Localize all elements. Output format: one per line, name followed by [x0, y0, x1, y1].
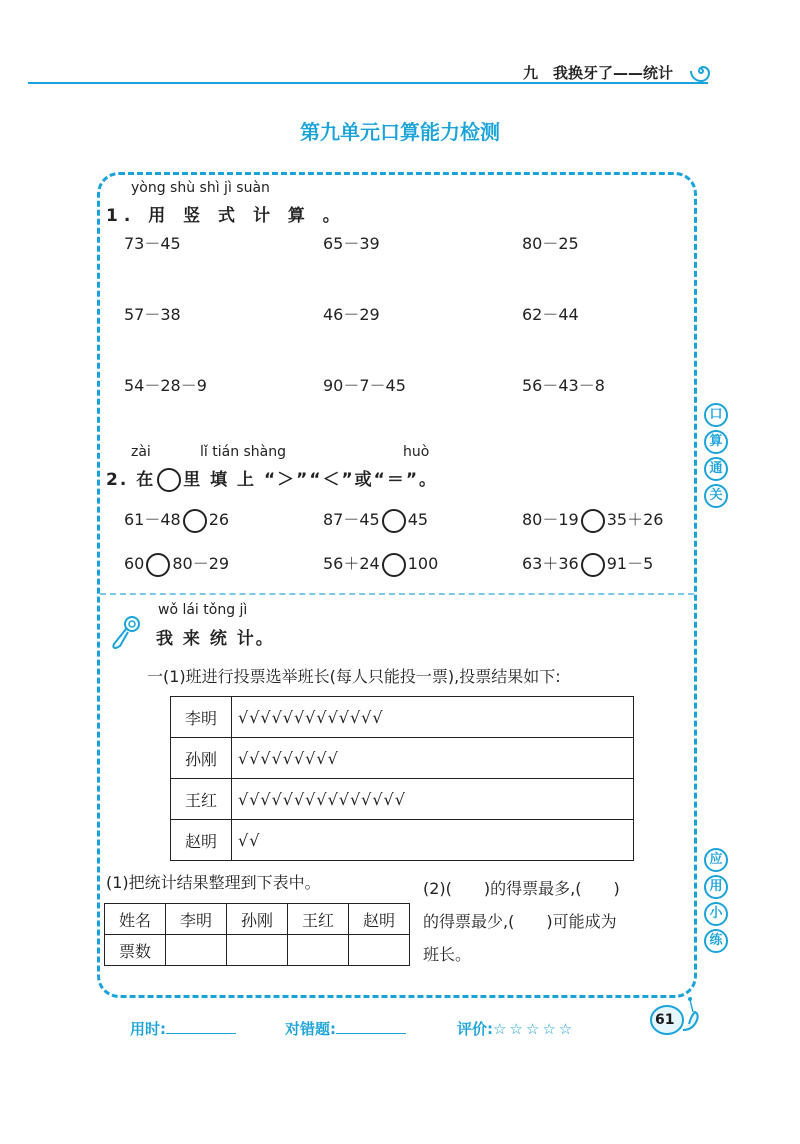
side-tabs-top — [704, 403, 728, 508]
s2-label-a: 2. 在 — [106, 470, 156, 490]
s2-pinyin-litianshang: lǐ tián shàng — [200, 444, 287, 460]
page-number: 61 — [655, 1012, 675, 1028]
s2-pinyin-huo: huò — [403, 444, 430, 460]
compare-circle[interactable] — [183, 509, 207, 533]
vote-count-cell[interactable] — [166, 935, 227, 966]
s3-label: 我 来 统 计。 — [156, 629, 275, 649]
expr-item: 46－29 — [323, 305, 380, 324]
vote-intro: 一(1)班进行投票选举班长(每人只能投一票),投票结果如下: — [147, 667, 561, 686]
page-title: 第九单元口算能力检测 — [300, 120, 500, 144]
side-tab: 口 — [704, 403, 728, 427]
side-tab: 用 — [704, 875, 728, 899]
s1-pinyin: yòng shù shì jì suàn — [131, 180, 270, 196]
side-tab: 应 — [704, 848, 728, 872]
side-tab: 关 — [704, 484, 728, 508]
expr-item: 56－43－8 — [522, 376, 605, 395]
header-rule — [28, 82, 708, 84]
compare-item: 87－45 45 — [323, 507, 428, 533]
side-tab: 通 — [704, 457, 728, 481]
table-row: 票数 — [105, 935, 410, 966]
footer-errors: 对错题: — [285, 1018, 406, 1039]
table-row: 李明 √√√√√√√√√√√√√ — [171, 697, 634, 738]
rating-stars[interactable]: ☆☆☆☆☆ — [493, 1020, 576, 1038]
question-2: (2)( )的得票最多,( ) 的得票最少,( )可能成为 班长。 — [423, 879, 620, 964]
question-1: (1)把统计结果整理到下表中。 — [106, 873, 321, 892]
table-row: 赵明 √√ — [171, 820, 634, 861]
compare-circle[interactable] — [581, 553, 605, 577]
s2-label — [106, 465, 438, 492]
expr-item: 73－45 — [124, 234, 181, 253]
unit-header: 九 我换牙了——统计 — [523, 64, 674, 82]
compare-circle[interactable] — [382, 553, 406, 577]
expr-item: 90－7－45 — [323, 376, 406, 395]
table-row: 孙刚 √√√√√√√√√ — [171, 738, 634, 779]
summary-table — [104, 903, 410, 966]
compare-item: 56＋24 100 — [323, 551, 438, 577]
footer-rating: 评价:☆☆☆☆☆ — [457, 1020, 576, 1038]
vote-count-cell[interactable] — [227, 935, 288, 966]
vote-count-cell[interactable] — [288, 935, 349, 966]
vote-count-cell[interactable] — [349, 935, 410, 966]
table-row: 王红 √√√√√√√√√√√√√√√ — [171, 779, 634, 820]
footer-time: 用时: — [130, 1018, 236, 1039]
magnifier-icon — [106, 612, 146, 654]
expr-item: 65－39 — [323, 234, 380, 253]
table-row: 姓名 李明 孙刚 王红 赵明 — [105, 904, 410, 935]
side-tab: 练 — [704, 929, 728, 953]
compare-circle[interactable] — [146, 553, 170, 577]
expr-item: 57－38 — [124, 305, 181, 324]
side-tab: 算 — [704, 430, 728, 454]
side-tabs-bottom — [704, 848, 728, 953]
compare-circle[interactable] — [382, 509, 406, 533]
compare-item: 61－48 26 — [124, 507, 229, 533]
expr-item: 62－44 — [522, 305, 579, 324]
expr-item: 54－28－9 — [124, 376, 207, 395]
section-divider — [100, 593, 694, 595]
side-tab: 小 — [704, 902, 728, 926]
compare-item: 80－19 35＋26 — [522, 507, 663, 533]
s2-pinyin-zai: zài — [131, 444, 151, 460]
s2-label-b: 里 填 上 “＞”“＜”或“＝”。 — [183, 470, 439, 490]
s1-label: 1. 用 竖 式 计 算 。 — [106, 206, 346, 226]
errors-blank[interactable] — [336, 1019, 406, 1034]
blank-circle — [157, 468, 181, 492]
compare-circle[interactable] — [581, 509, 605, 533]
expr-item: 80－25 — [522, 234, 579, 253]
s3-pinyin: wǒ lái tǒng jì — [158, 602, 248, 618]
compare-item: 63＋36 91－5 — [522, 551, 653, 577]
tally-table — [170, 696, 634, 861]
time-blank[interactable] — [166, 1019, 236, 1034]
spiral-icon — [690, 60, 712, 82]
compare-item: 60 80－29 — [124, 551, 229, 577]
